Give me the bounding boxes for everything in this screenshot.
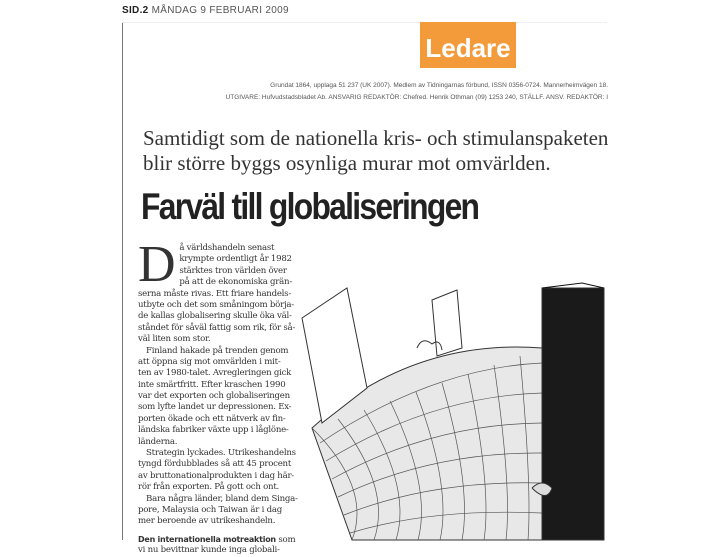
body-line: pore, Malaysia och Taiwan är i dag	[138, 504, 283, 515]
body-line: ten av 1980-talet. Avregleringen gick	[138, 368, 292, 379]
body-line: väl liten som stor.	[138, 334, 211, 345]
masthead-line-1: Grundat 1864, upplaga 51 237 (UK 2007). Medlem av Tidningarnas förbund, ISSN 0356-0724. Mannerheimvägen 18.	[270, 82, 608, 89]
subheading: Samtidigt som de nationella kris- och stimulanspaketen blir större byggs osynliga murar mot omvärlden.	[143, 126, 609, 175]
body-line: Finland hakade på trenden genom	[146, 345, 289, 356]
column-rule	[122, 22, 123, 540]
drop-cap: D	[138, 236, 176, 293]
body-line: serna måste rivas. Ett friare handels-	[138, 288, 291, 299]
body-line: på att de ekonomiska grän-	[179, 277, 292, 288]
body-line: krympte ordentligt år 1982	[179, 254, 292, 265]
body-line: å världshandeln senast	[179, 243, 275, 253]
body-line: Bara några länder, bland dem Singa-	[146, 493, 298, 504]
top-rule	[122, 22, 607, 23]
body-line: av bruttonationalprodukten i dag här-	[138, 470, 294, 481]
body-line: stärktes tron världen över	[179, 265, 287, 276]
masthead-line-2: UTGIVARE: Hufvudstadsbladet Ab. ANSVARIG REDAKTÖR: Chefred. Henrik Othman (09) 1253 240, STÄLLF. ANSV. REDAKTÖR: I	[225, 94, 608, 101]
body-line: porten ökade och ett nätverk av fin-	[138, 413, 286, 424]
body-line: ståndet för såväl fattig som rik, för så-	[138, 322, 296, 333]
body-line: ländska fabriker växte upp i låglöne-	[138, 425, 289, 436]
body-line: mer beroende av utrikeshandeln.	[138, 516, 276, 527]
page-header	[122, 5, 289, 16]
body-line: tyngd fördubblades så att 45 procent	[138, 459, 292, 470]
lead-rest: som	[275, 534, 296, 545]
lead-bold: Den internationella motreaktion	[138, 534, 276, 544]
page-number: SID.2	[122, 5, 149, 16]
body-line: Strategin lyckades. Utrikeshandelns	[146, 448, 296, 459]
issue-date: MÅNDAG 9 FEBRUARI 2009	[151, 5, 289, 16]
editorial-cartoon	[292, 238, 607, 540]
body-line: vi nu bevittnar kunde inga globali-	[138, 545, 280, 556]
section-label: Ledare	[420, 22, 516, 68]
body-line: att öppna sig mot omvärlden i mit-	[138, 356, 281, 367]
body-line: inte smärtfritt. Efter kraschen 1990	[138, 379, 286, 390]
body-line: länderna.	[138, 436, 178, 447]
cartoon-drawing	[302, 283, 604, 540]
body-line: utbyte och det som småningom börja-	[138, 299, 294, 310]
article-body	[138, 236, 298, 557]
body-line: de kallas globalisering skulle öka väl-	[138, 311, 292, 322]
body-line: var det exporten och globaliseringen	[138, 391, 290, 402]
headline: Farväl till globaliseringen	[141, 186, 479, 227]
body-line: som lyfte landet ur depressionen. Ex-	[138, 402, 292, 413]
body-line: rör från exporten. På gott och ont.	[138, 482, 280, 493]
